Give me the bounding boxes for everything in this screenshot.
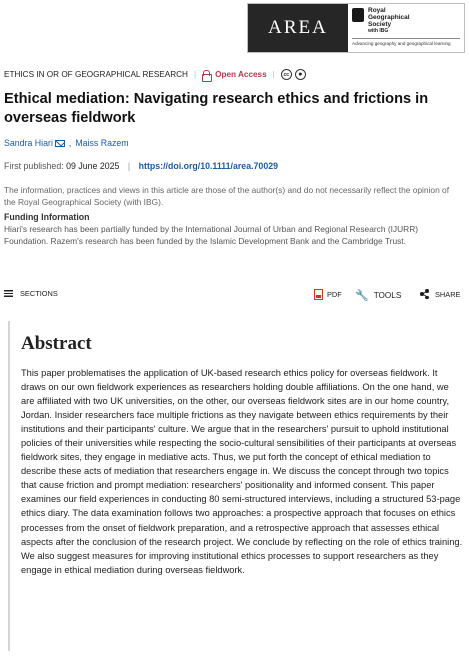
rgs-crest-icon [352,8,364,22]
wrench-icon: 🔧 [355,290,369,302]
email-icon[interactable] [55,140,65,147]
by-icon[interactable]: ● [295,69,306,80]
divider [352,38,460,39]
share-icon [420,289,429,299]
abstract-heading: Abstract [21,333,92,354]
publication-line [4,161,278,171]
sections-button[interactable] [4,289,58,298]
first-published-date: 09 June 2025 [66,161,120,171]
meta-separator: | [193,70,197,79]
publisher-name [368,7,410,35]
article-category[interactable]: ETHICS IN OR OF GEOGRAPHICAL RESEARCH [4,70,188,79]
meta-separator: | [127,161,131,171]
publisher-panel [348,4,464,52]
pdf-label: PDF [327,290,342,299]
publisher-tagline: Advancing geography and geographical learning [352,41,451,46]
cc-icon[interactable]: cc [281,69,292,80]
author-link[interactable]: Maiss Razem [75,138,129,148]
disclaimer-text: The information, practices and views in this article are those of the author(s) and do not necessarily reflect the opinion of the Royal Geographical Society (with IBG). [4,185,450,207]
share-label: SHARE [435,289,461,299]
open-lock-icon [202,70,211,80]
article-title: Ethical mediation: Navigating research ethics and frictions in overseas fieldwork [4,91,429,126]
funding-heading: Funding Information [4,212,90,222]
open-access-badge[interactable]: Open Access [215,70,267,79]
doi-link[interactable]: https://doi.org/10.1111/area.70029 [138,161,278,171]
first-published-label: First published: [4,161,64,171]
publisher-name-line: Geographical [368,14,410,21]
meta-separator: | [272,70,275,79]
pdf-button[interactable] [314,289,342,300]
author-separator: , [68,138,72,148]
share-button[interactable] [420,289,460,299]
tools-label: TOOLS [373,291,402,300]
abstract-text: This paper problematises the application of UK-based research ethics policy for overseas fieldwork. It draws on our own fieldwork experiences as researchers holding double affiliations. On the one hand, we are affiliated with two UK universities, on the other, our overseas fieldwork sites are in our home country, Jordan. Insider researchers face multiple frictions as they navigate between ethics requirements by their institutions and their participants' culture. We argue that in the researchers' pursuit to uphold institutional policies of their universities while respecting the socio-cultural sensibilities of their participants at overseas fieldwork sites, they engage in mediative acts. Thus, we put forth the concept of ethical mediation to describe these acts of mediation that researchers engage in. We discuss the concept through two topics that cause friction and prompt mediation: researchers' positionality and informed consent. This paper examines our field experiences in conducting 80 semi-structured interviews, including a structured 53-page ethics diary. The data examination follows two approaches: a prospective approach that focuses on ethics processes from the onset of fieldwork preparation, and a retrospective approach that assesses ethical aspects after the conclusion of the research project. We conclude by reflecting on the role of ethics training. We also suggest measures for improving institutional ethics processes to support researchers as they engage in ethical mediation during overseas fieldwork. [21,368,463,575]
tools-button[interactable] [355,289,401,302]
abstract-section [8,321,463,651]
journal-banner[interactable] [247,3,465,53]
publisher-name-line: Royal [368,7,386,14]
journal-logo: AREA [248,4,348,52]
pdf-icon [314,289,323,300]
author-list [4,138,129,148]
funding-text: Hiari's research has been partially funded by the International Journal of Urban and Regional Research (IJURR) Foundation. Razem's research has been funded by the Islamic Development Bank and the Cambridge Trust. [4,224,419,246]
list-icon [4,290,13,297]
author-link[interactable]: Sandra Hiari [4,138,53,148]
publisher-name-line: Society [368,21,392,28]
article-meta-line [4,69,306,80]
sections-label: SECTIONS [20,289,58,298]
publisher-ibg: with IBG [368,28,389,34]
article-toolbar [0,289,469,305]
